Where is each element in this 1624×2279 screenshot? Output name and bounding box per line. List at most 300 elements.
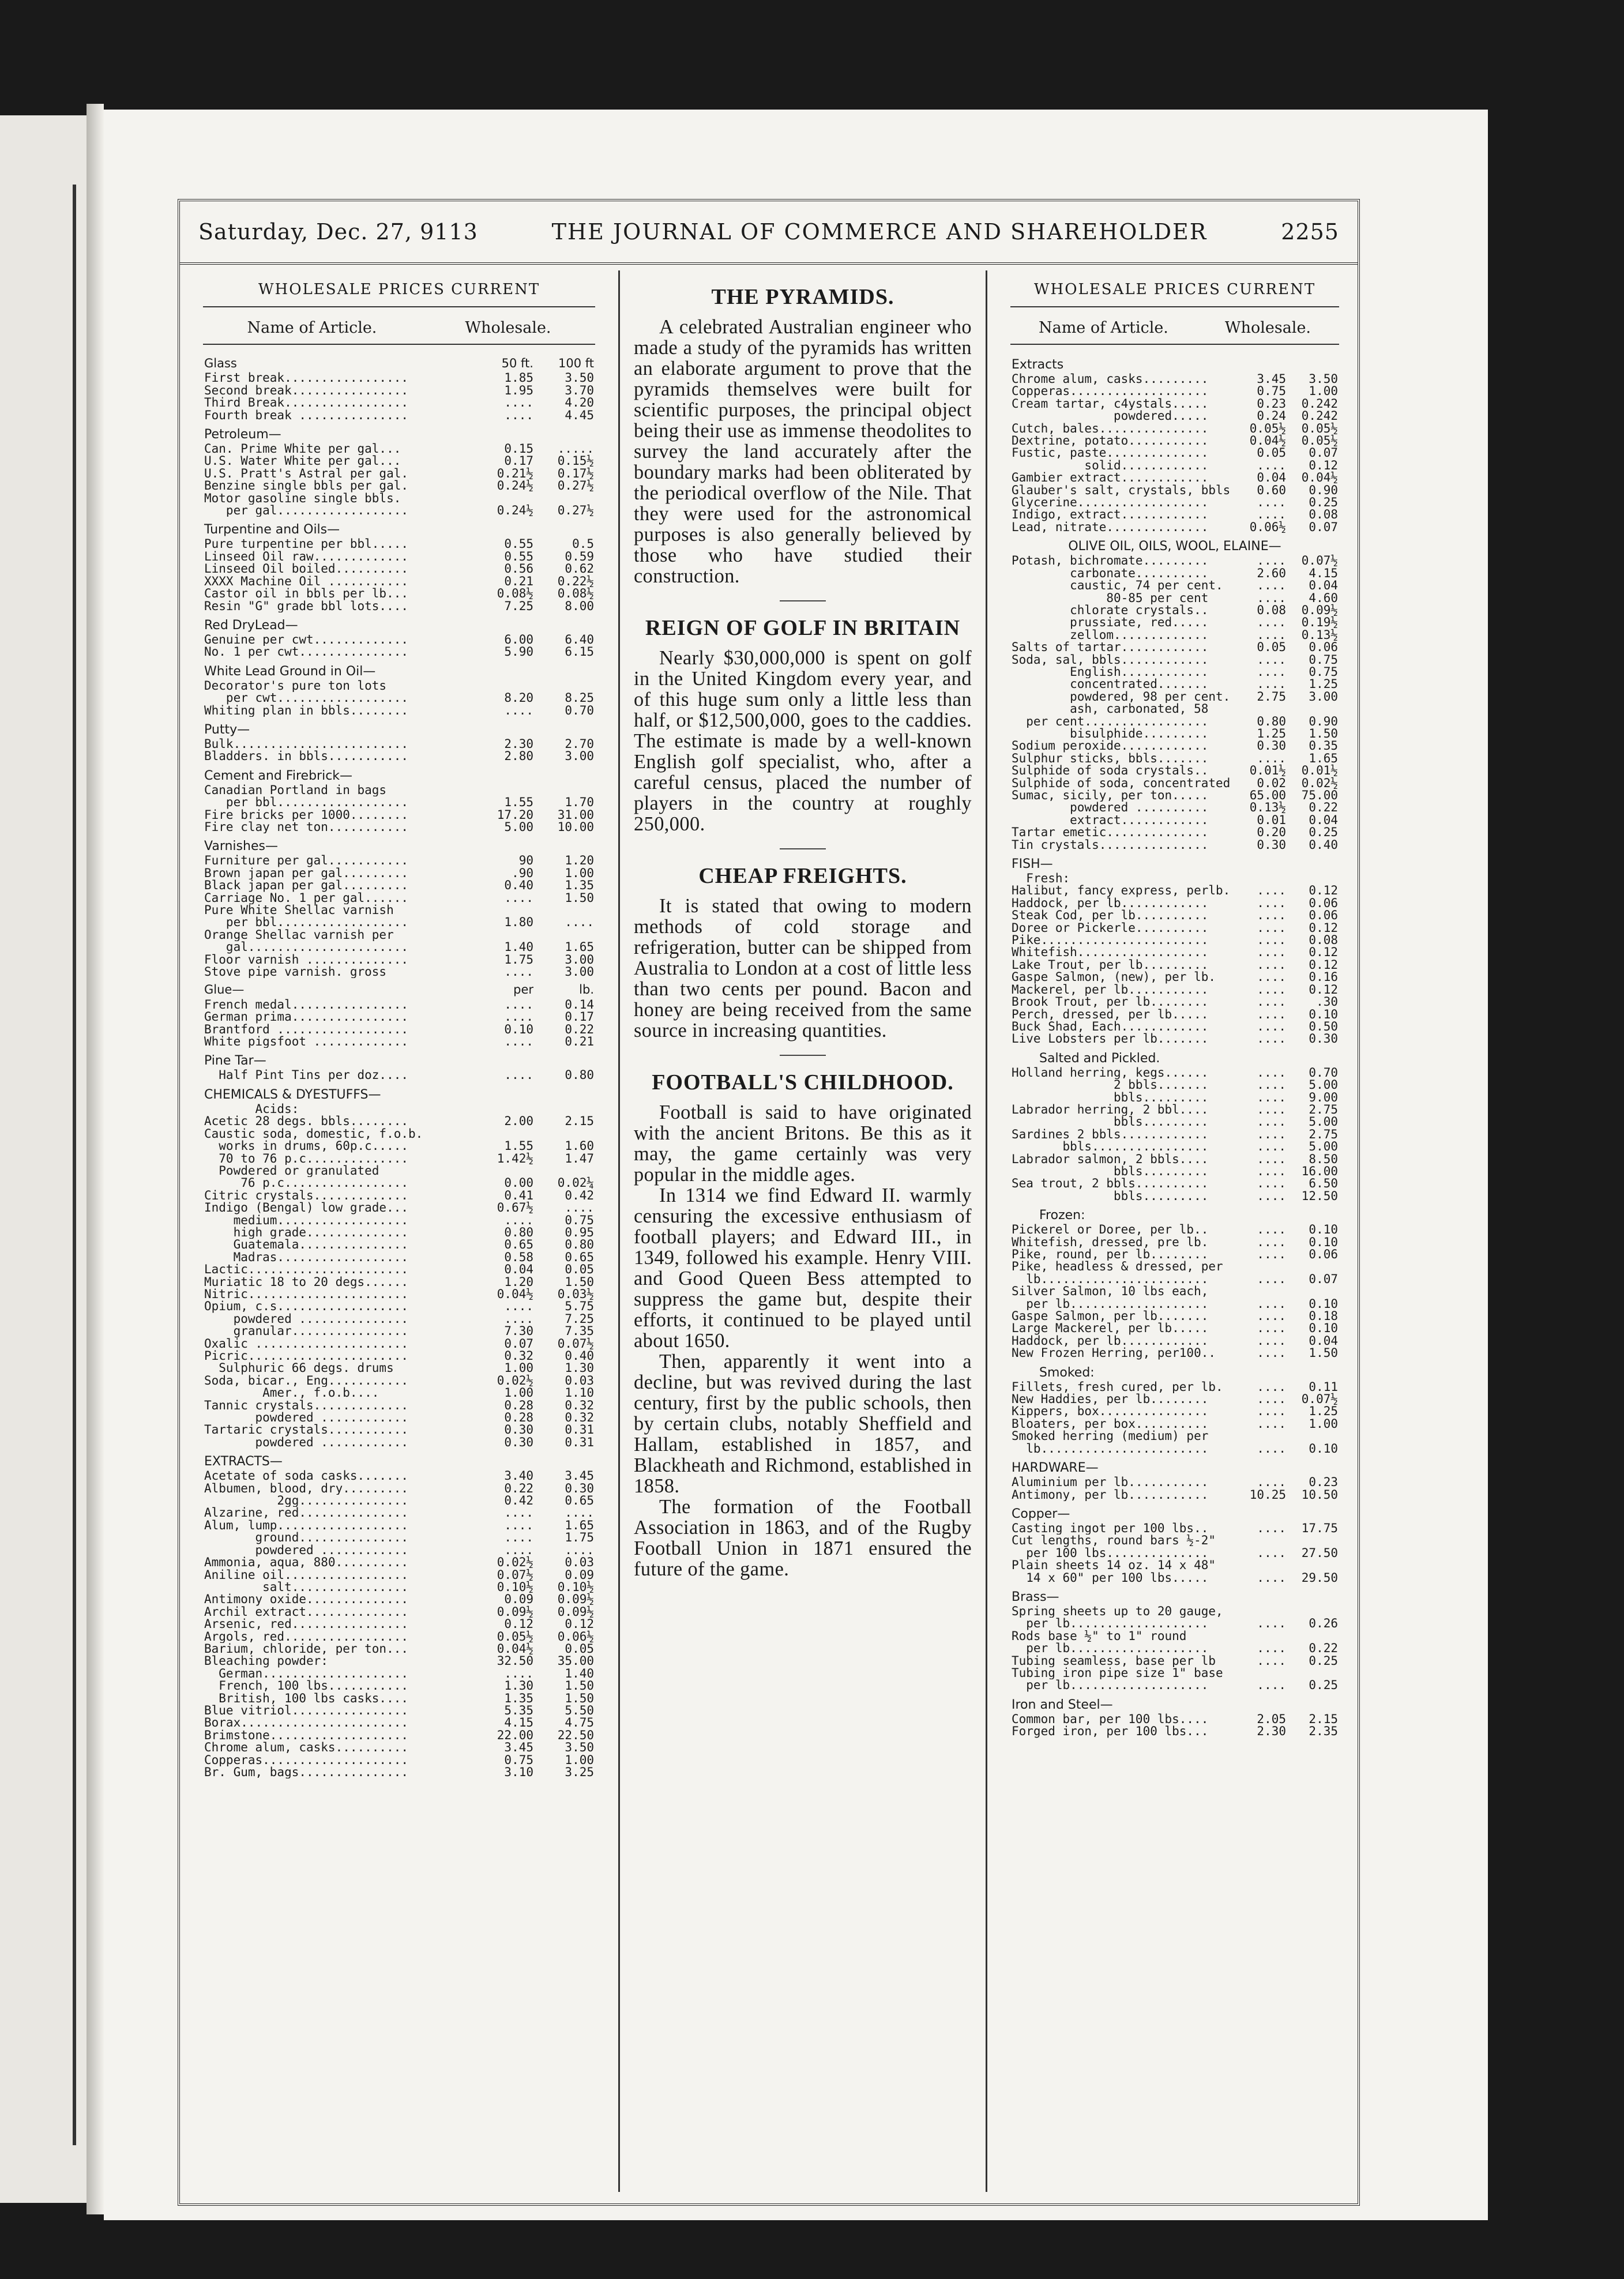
article-name: 76 p.c................. — [204, 1177, 409, 1190]
high-price: 16.00 — [1301, 1164, 1338, 1178]
low-price: 1.85 — [504, 371, 533, 385]
article-name: powdered .......... — [1012, 802, 1209, 814]
article-name: Silver Salmon, 10 lbs each, — [1012, 1285, 1209, 1298]
low-price: 5.90 — [504, 645, 533, 659]
low-price: .... — [1257, 945, 1286, 960]
low-price: 0.23 — [1257, 396, 1286, 411]
high-price: .... — [565, 1201, 594, 1215]
high-price: .... — [565, 915, 594, 930]
high-price: 1.65 — [565, 940, 594, 954]
high-price: 1.10 — [565, 1386, 594, 1400]
article-name: Oxalic ..................... — [204, 1337, 409, 1350]
wholesale-header: Wholesale. — [465, 319, 551, 337]
article-name: Argols, red................. — [204, 1630, 409, 1643]
low-price: .... — [504, 703, 533, 717]
article-name: Potash, bichromate......... — [1012, 555, 1209, 567]
section-heading: Extracts — [1012, 358, 1064, 372]
high-price: 0.242 — [1301, 409, 1338, 423]
article-name: zellom............. — [1012, 629, 1209, 642]
price-row — [191, 680, 607, 692]
price-row — [191, 1140, 607, 1152]
high-price — [1286, 1559, 1338, 1571]
article-name: bbls......... — [1012, 1190, 1209, 1203]
low-price: .... — [504, 396, 533, 410]
article-name: Acids: — [204, 1103, 299, 1116]
price-row — [191, 1766, 607, 1778]
wholesale-header: Wholesale. — [1224, 319, 1311, 337]
low-price: 0.12 — [504, 1617, 533, 1631]
price-row — [191, 372, 607, 384]
high-price: 0.40 — [565, 1349, 594, 1363]
high-price: 5.00 — [1309, 1140, 1338, 1154]
high-price: 12.50 — [1301, 1189, 1338, 1203]
article-name: Antimony, per lb........... — [1012, 1488, 1209, 1501]
article-name: Labrador salmon, 2 bbls.... — [1012, 1153, 1209, 1165]
high-price: 0.50 — [1309, 1019, 1338, 1033]
low-price: .... — [1257, 1223, 1286, 1237]
article-name: Tannic crystals............. — [204, 1399, 409, 1412]
high-price: 0.25 — [1309, 825, 1338, 840]
high-price: 1.35 — [565, 878, 594, 893]
high-price — [1286, 1261, 1338, 1273]
high-price: 0.70 — [1309, 1065, 1338, 1080]
price-row — [191, 1011, 607, 1023]
high-price: 8.25 — [565, 691, 594, 705]
high-price: 31.00 — [557, 807, 594, 822]
low-price: .90 — [512, 866, 533, 880]
low-price: 1.55 — [504, 1139, 533, 1153]
section-heading-row — [191, 352, 607, 372]
article-name: Brown japan per gal......... — [204, 867, 409, 880]
article-name: Chrome alum, casks.......... — [204, 1742, 409, 1754]
low-price: .... — [1257, 896, 1286, 910]
low-price: .... — [504, 1035, 533, 1049]
price-row — [191, 966, 607, 978]
article-name: British, 100 lbs casks.... — [204, 1692, 409, 1705]
price-row — [191, 1251, 607, 1263]
price-row — [999, 922, 1351, 934]
article-title: CHEAP FREIGHTS. — [698, 864, 907, 888]
high-price: 1.25 — [1309, 677, 1338, 691]
high-price: 0.12 — [1309, 920, 1338, 935]
article-name: Second break................ — [204, 384, 409, 397]
price-row — [191, 1631, 607, 1643]
article-name: Sulphuric 66 degs. drums — [204, 1362, 394, 1375]
low-price: 0.07 — [504, 1336, 533, 1351]
left-prices-title: WHOLESALE PRICES CURRENT — [203, 270, 595, 307]
low-price: .... — [1257, 652, 1286, 667]
price-row — [191, 1214, 607, 1227]
high-price: 5.00 — [1309, 1078, 1338, 1092]
price-row — [999, 1655, 1351, 1667]
low-price: 32.50 — [497, 1654, 533, 1668]
article-name: Cream tartar, c4ystals..... — [1012, 397, 1209, 411]
article-name: powdered, 98 per cent. — [1012, 690, 1231, 704]
low-price: 0.32 — [504, 1349, 533, 1363]
low-price: 0.30 — [504, 1423, 533, 1437]
article-name: U.S. Water White per gal... — [204, 455, 401, 468]
high-price: 0.59 — [565, 549, 594, 563]
article — [634, 285, 972, 586]
high-price: 0.07 — [1309, 520, 1338, 534]
article-name: Indigo, extract............ — [1012, 509, 1209, 521]
low-price: .... — [1257, 1641, 1286, 1656]
price-row — [999, 398, 1351, 410]
low-price: 1.42½ — [497, 1151, 533, 1165]
low-price: .... — [1257, 1416, 1286, 1431]
price-row — [191, 1483, 607, 1495]
price-row — [999, 1079, 1351, 1091]
price-row — [999, 678, 1351, 690]
high-price — [533, 680, 594, 692]
low-price: 90 — [518, 853, 533, 868]
high-price: 3.50 — [565, 1740, 594, 1755]
facing-page-rule — [73, 185, 76, 2145]
article-name: Pike, round, per lb........ — [1012, 1248, 1209, 1261]
price-row — [191, 1165, 607, 1177]
low-price — [1231, 1605, 1286, 1618]
section-heading: Brass— — [1012, 1589, 1059, 1604]
low-price: .... — [1257, 1441, 1286, 1456]
article-name: Barium, chloride, per ton... — [204, 1642, 409, 1656]
high-price — [1286, 1535, 1338, 1547]
high-price: 5.75 — [565, 1299, 594, 1314]
low-price: 0.22 — [504, 1481, 533, 1495]
high-price: 0.22 — [565, 1022, 594, 1036]
article-name: Tartaric crystals........... — [204, 1424, 409, 1436]
article-name: Linseed Oil raw............. — [204, 550, 409, 563]
middle-article-column — [618, 270, 987, 2192]
high-price: 0.70 — [565, 703, 594, 717]
price-row — [191, 1362, 607, 1374]
high-price: 0.75 — [1309, 664, 1338, 679]
high-price: 10.50 — [1301, 1487, 1338, 1502]
price-row — [999, 521, 1351, 533]
article-name: Tubing iron pipe size 1" base — [1012, 1667, 1223, 1680]
article-name: Pure White Shellac varnish — [204, 904, 394, 917]
issue-date: Saturday, Dec. 27, 9113 — [198, 219, 478, 245]
article-name: Caustic soda, domestic, f.o.b. — [204, 1127, 423, 1141]
low-price: .... — [504, 1010, 533, 1024]
section-heading: Red DryLead— — [204, 618, 298, 633]
high-price: 0.22 — [1309, 800, 1338, 815]
low-price: .... — [1257, 591, 1286, 605]
high-price: 0.01½ — [1301, 764, 1338, 778]
high-price — [1286, 1285, 1338, 1298]
price-row — [999, 703, 1351, 715]
article-name: Ammonia, aqua, 880.......... — [204, 1556, 409, 1569]
price-row — [191, 1705, 607, 1717]
low-price: 0.10 — [504, 1022, 533, 1036]
article-name: Alum, lump.................. — [204, 1519, 409, 1532]
low-price: 0.30 — [504, 1435, 533, 1449]
low-price: 0.55 — [504, 549, 533, 563]
price-row — [999, 447, 1351, 459]
price-row — [999, 765, 1351, 777]
low-price: 0.80 — [504, 1225, 533, 1239]
high-price: 6.15 — [565, 645, 594, 659]
high-price: 0.12 — [565, 1617, 594, 1631]
high-price: 0.32 — [565, 1411, 594, 1425]
price-row — [999, 1430, 1351, 1442]
price-row — [191, 999, 607, 1011]
price-row — [999, 497, 1351, 509]
low-price: .... — [1257, 982, 1286, 996]
price-row — [999, 1713, 1351, 1725]
low-price — [479, 1103, 533, 1115]
low-price: .... — [1257, 995, 1286, 1009]
article-name: per lb................... — [1012, 1618, 1209, 1630]
article-name: Copperas.................... — [204, 1754, 409, 1766]
article-name: Fire clay net ton........... — [204, 821, 409, 834]
article-name: Tin crystals............... — [1012, 838, 1209, 852]
high-price: 0.42 — [565, 1188, 594, 1202]
price-row — [191, 1115, 607, 1127]
article-name: Pike, headless & dressed, per — [1012, 1261, 1223, 1273]
left-price-list — [191, 352, 607, 1778]
high-price: 1.65 — [1309, 751, 1338, 765]
article-name: lb....................... — [1012, 1442, 1209, 1456]
low-price — [1231, 1535, 1286, 1547]
high-price — [533, 1165, 594, 1177]
article-name: Large Mackerel, per lb..... — [1012, 1322, 1209, 1335]
article-name: Soda, sal, bbls............ — [1012, 653, 1209, 666]
high-price: 0.07 — [1309, 446, 1338, 460]
low-price: 1.35 — [504, 1691, 533, 1705]
high-price: 1.47 — [565, 1151, 594, 1165]
low-price: 0.28 — [504, 1411, 533, 1425]
price-row — [191, 1581, 607, 1593]
article-name: Borax....................... — [204, 1717, 409, 1729]
price-row — [999, 1618, 1351, 1630]
article-name: Salts of tartar............ — [1012, 641, 1209, 654]
price-row — [191, 1300, 607, 1313]
section-heading: Salted and Pickled. — [1039, 1051, 1160, 1066]
article-name: White pigsfoot ............. — [204, 1036, 409, 1048]
high-price — [533, 1128, 594, 1140]
low-price: .... — [1257, 751, 1286, 765]
section-heading: Smoked: — [1039, 1365, 1095, 1380]
low-price: .... — [504, 965, 533, 979]
high-price: 0.62 — [565, 562, 594, 576]
price-row — [191, 1729, 607, 1742]
article-name: Casting ingot per 100 lbs.. — [1012, 1522, 1209, 1535]
article-name: ground............... — [204, 1532, 409, 1544]
high-price: 35.00 — [557, 1654, 594, 1668]
low-price: 0.01½ — [1249, 764, 1286, 778]
price-row — [999, 1476, 1351, 1488]
low-price — [1231, 1667, 1286, 1679]
low-price: 0.04½ — [1249, 434, 1286, 448]
article-name: Brook Trout, per lb........ — [1012, 996, 1209, 1009]
price-row — [999, 460, 1351, 472]
price-row — [191, 1239, 607, 1251]
price-row — [191, 784, 607, 796]
high-price: 0.25 — [1309, 1653, 1338, 1668]
high-price: 0.07½ — [1301, 554, 1338, 568]
price-row — [999, 435, 1351, 447]
article-name: bbls......... — [1012, 1165, 1209, 1178]
price-row — [999, 1298, 1351, 1310]
high-price: 0.08½ — [557, 586, 594, 601]
article — [634, 864, 972, 1041]
article-list — [634, 285, 972, 1579]
price-row — [191, 1507, 607, 1519]
low-price: .... — [1257, 677, 1286, 691]
article-name: Picric...................... — [204, 1350, 409, 1363]
page-header — [180, 201, 1358, 265]
high-price — [533, 904, 594, 916]
article-name: Copperas................... — [1012, 385, 1209, 398]
price-row — [191, 1495, 607, 1507]
article-name: per gal.................. — [204, 505, 409, 517]
article-name: Can. Prime White per gal... — [204, 443, 401, 456]
low-price: 0.17 — [504, 454, 533, 468]
article-name: powdered ............ — [204, 1436, 409, 1449]
article-name: Fustic, paste.............. — [1012, 447, 1209, 460]
price-row — [999, 1347, 1351, 1359]
price-row — [999, 1489, 1351, 1501]
low-price: .... — [1257, 1570, 1286, 1585]
article-paragraph: It is stated that owing to modern methods of cold storage and refrigeration, butter can be shipped from Australia to London at a cost of little less than two cents per pound. Bacon and honey are being received from the same source in increasing quantities. — [634, 895, 972, 1041]
low-price: 3.40 — [504, 1469, 533, 1483]
low-price: .... — [504, 1543, 533, 1557]
article-name: works in drums, 60p.c..... — [204, 1140, 409, 1153]
high-price: 1.00 — [1309, 384, 1338, 398]
low-price: 8.20 — [504, 691, 533, 705]
high-price: 0.12 — [1309, 458, 1338, 472]
high-price: 0.06 — [1309, 908, 1338, 923]
low-price: .... — [1257, 1616, 1286, 1631]
low-price: 1.00 — [504, 1361, 533, 1375]
low-price: .... — [1257, 1164, 1286, 1178]
price-row — [999, 897, 1351, 909]
price-row — [999, 691, 1351, 703]
price-row — [999, 826, 1351, 838]
low-price: 0.21 — [504, 574, 533, 588]
low-price — [1231, 873, 1286, 885]
low-price: .... — [1257, 554, 1286, 568]
price-row — [999, 641, 1351, 653]
price-row — [191, 1717, 607, 1729]
article-name: Glycerine.................. — [1012, 497, 1209, 509]
price-row — [999, 1667, 1351, 1679]
high-price: 0.30 — [1309, 1032, 1338, 1046]
price-row — [999, 814, 1351, 826]
price-row — [191, 1128, 607, 1140]
high-price: 0.03 — [565, 1555, 594, 1570]
price-row — [999, 728, 1351, 740]
low-price: .... — [1257, 495, 1286, 510]
high-price: 0.17½ — [557, 466, 594, 480]
article-name: Fire bricks per 1000........ — [204, 808, 409, 821]
price-row — [999, 909, 1351, 922]
article-name: Soda, bicar., Eng........... — [204, 1374, 409, 1387]
low-price: .... — [1257, 1247, 1286, 1261]
article-name: per 100 lbs.............. — [1012, 1547, 1209, 1560]
high-price: 0.27½ — [557, 479, 594, 493]
price-row — [191, 576, 607, 588]
price-row — [191, 1470, 607, 1482]
low-price: .... — [1257, 1115, 1286, 1129]
high-price: 0.11 — [1309, 1379, 1338, 1394]
price-row — [999, 509, 1351, 521]
section-heading: Glass — [204, 358, 237, 370]
low-price: 0.28 — [504, 1398, 533, 1412]
high-price: 4.20 — [565, 396, 594, 410]
price-row — [191, 904, 607, 916]
price-row — [999, 1630, 1351, 1642]
high-price: 0.09½ — [557, 1604, 594, 1619]
high-price: 0.22½ — [557, 574, 594, 588]
article-name: Muriatic 18 to 20 degs...... — [204, 1276, 409, 1288]
price-row — [191, 1643, 607, 1655]
high-price: 17.75 — [1301, 1521, 1338, 1535]
article-name: Amer., f.o.b.... — [204, 1387, 379, 1400]
low-price: .... — [504, 1311, 533, 1326]
article-paragraph: Nearly $30,000,000 is spent on golf in the United Kingdom every year, and of this huge sum only a little less than half, or $12,500,000, goes to the caddies. The estimate is made by a well-known English golf specialist, who, after a careful census, placed the number of players in the country at roughly 250,000. — [634, 647, 972, 835]
price-row — [191, 1680, 607, 1692]
price-row — [999, 740, 1351, 752]
low-price: 1.25 — [1257, 726, 1286, 740]
low-price: 0.55 — [504, 537, 533, 551]
article-name: Glauber's salt, crystals, bbls — [1012, 484, 1231, 497]
article-paragraph: Then, apparently it went into a decline, but was revived during the last century, first by the public schools, then by certain clubs, notably Sheffield and Hallam, established in 1857, and Blackheath and Richmond, established in 1858. — [634, 1351, 972, 1497]
high-price: 0.30 — [565, 1481, 594, 1495]
price-row — [999, 1224, 1351, 1236]
price-row — [999, 946, 1351, 958]
low-price: 0.05 — [1257, 640, 1286, 655]
price-row — [999, 423, 1351, 435]
high-price: 4.15 — [1309, 566, 1338, 580]
price-row — [191, 1177, 607, 1189]
article-name: Half Pint Tins per doz.... — [204, 1069, 409, 1082]
price-row — [191, 892, 607, 904]
article-name: powdered ............ — [204, 1544, 409, 1557]
low-price: .... — [1257, 1102, 1286, 1116]
price-row — [999, 716, 1351, 728]
low-price: 0.21½ — [497, 466, 533, 480]
price-row — [191, 1036, 607, 1048]
price-row — [999, 1190, 1351, 1202]
high-price: .... — [565, 1543, 594, 1557]
low-price: 0.06½ — [1249, 520, 1286, 534]
high-price: 0.08 — [1309, 933, 1338, 947]
price-row — [999, 1547, 1351, 1559]
low-price: 0.13½ — [1249, 800, 1286, 815]
low-price: .... — [1257, 1653, 1286, 1668]
high-price: 1.30 — [565, 1361, 594, 1375]
low-price: 0.07½ — [497, 1567, 533, 1582]
section-heading-row — [191, 978, 607, 998]
article-name: caustic, 74 per cent. — [1012, 580, 1223, 592]
low-price: 0.09½ — [497, 1604, 533, 1619]
article-name: medium.................. — [204, 1214, 409, 1227]
low-price: 0.10½ — [497, 1579, 533, 1594]
high-price: 6.40 — [565, 632, 594, 646]
price-row — [191, 1668, 607, 1680]
price-row — [191, 409, 607, 422]
price-row — [999, 1535, 1351, 1547]
low-price: 0.20 — [1257, 825, 1286, 840]
price-row — [999, 934, 1351, 946]
price-row — [999, 1021, 1351, 1033]
high-price: 27.50 — [1301, 1545, 1338, 1560]
article-name: Alzarine, red............... — [204, 1507, 409, 1520]
high-price: 4.60 — [1309, 591, 1338, 605]
price-row — [191, 1556, 607, 1569]
high-price: 0.32 — [565, 1398, 594, 1412]
